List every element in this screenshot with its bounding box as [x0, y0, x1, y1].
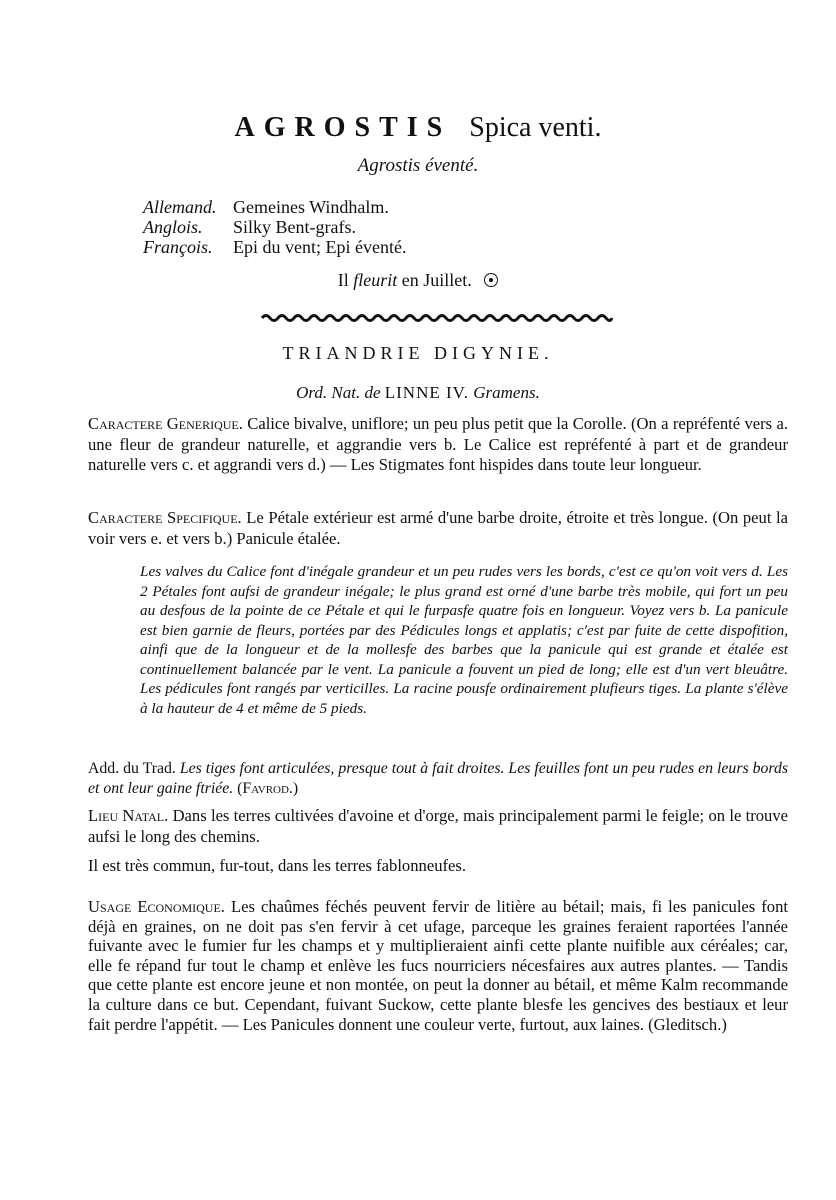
note-label: Add. du Trad. — [88, 760, 176, 777]
language-label: Anglois. — [143, 217, 203, 237]
language-label: Allemand. — [143, 197, 217, 217]
ord-author: LINNE IV. — [384, 383, 469, 402]
ornamental-rule — [260, 312, 614, 324]
caractere-generique — [88, 414, 788, 476]
flowering-verb: fleurit — [353, 270, 398, 290]
section-text: Calice bivalve, uniflore; un peu plus petit que la Corolle. (On a repréfenté vers a. une fleur de grandeur naturelle, et aggrandie vers b. Le Calice est repréfenté à part et de grandeur naturelle vers c. et aggrandi vers d.) — Les Stigmates font hispides dans toute leur longueur. — [88, 414, 788, 474]
linnaean-class: TRIANDRIE DIGYNIE. — [282, 343, 554, 363]
common-name-row — [143, 197, 643, 217]
usage-economique — [88, 897, 788, 1034]
common-name: Gemeines Windhalm. — [233, 197, 389, 217]
common-name-row — [143, 217, 643, 237]
common-name: Epi du vent; Epi éventé. — [233, 237, 407, 257]
page-title — [0, 112, 836, 144]
section-text: Les chaûmes féchés peuvent fervir de litière au bétail; mais, fi les panicules font déjà en graines, on ne doit pas s'en fervir à cet ufage, parceque les graines feraient raportées l'année fuivante avec le fumier fur les champs et y multiplieraient ainfi cette plante nuifible aux céréales; car, elle fe répand fur tout le champ et enlève les fucs nourriciers nécesfaires aux autres plantes. — Tandis que cette plante est encore jeune et non montée, on peut la donner au bétail, et même Kalm recommande la culture dans ce but. Cependant, fuivant Suckow, cette plante blesfe les gencives des bestiaux et leur fait perdre l'appétit. — Les Panicules donnent une couleur verte, furtout, aux laines. (Gleditsch.) — [88, 897, 788, 1034]
french-name: Agrostis éventé. — [357, 155, 479, 176]
note-source: (Favrod.) — [237, 779, 299, 797]
ord-family: Gramens. — [473, 383, 540, 402]
flowering-month: en Juillet. — [401, 270, 472, 290]
flowering-prefix: Il — [337, 270, 349, 290]
section-heading: Caractere Generique. — [88, 414, 243, 433]
natural-order — [0, 383, 836, 403]
common-name-row — [143, 237, 643, 257]
commun-paragraph: Il est très commun, fur-tout, dans les terres fablonneufes. — [88, 856, 466, 875]
lieu-natal — [88, 806, 788, 847]
note-text: Les tiges font articulées, presque tout à fait droites. Les feuilles font un peu rudes en leurs bords et ont leur gaine ftriée. — [88, 760, 789, 797]
section-heading: Usage Economique. — [88, 897, 225, 916]
translator-note — [88, 759, 788, 798]
section-heading: Caractere Specifique. — [88, 508, 242, 527]
section-heading: Lieu Natal. — [88, 806, 169, 825]
section-text: Le Pétale extérieur est armé d'une barbe droite, étroite et très longue. (On peut la voir vers e. et vers b.) Panicule étalée. — [88, 508, 788, 548]
ord-label: Ord. Nat. de — [296, 383, 381, 402]
sun-symbol-icon — [484, 273, 498, 287]
flowering-line — [0, 270, 836, 291]
common-names-list — [143, 197, 643, 257]
section-text: Dans les terres cultivées d'avoine et d'orge, mais principalement parmi le feigle; on le trouve aufsi le long des chemins. — [88, 806, 788, 846]
caractere-specifique — [88, 508, 788, 549]
language-label: François. — [143, 237, 213, 257]
description-paragraph: Les valves du Calice font d'inégale grandeur et un peu rudes vers les bords, c'est ce qu'on voit vers d. Les 2 Pétales font aufsi de grandeur inégale; le plus grand est orné d'une barbe très mobile, qui fort un peu au desfous de la pointe de ce Pétale et qui le furpasfe quatre fois en longueur. Voyez vers b. La panicule est bien garnie de fleurs, portées par des Pédicules longs et applatis; c'est par fuite de cette dispofition, ainfi que de la longueur et de la mollesfe des barbes que la panicule qui est grande et étalée est continuellement balancée par le vent. La panicule a fouvent un pied de long; elle est d'un vert bleuâtre. Les pédicules font rangés par verticilles. La racine pousfe ordinairement plufieurs tiges. La plante s'élève à la hauteur de 4 et même de 5 pieds. — [140, 563, 788, 717]
species-name: Spica venti. — [469, 112, 602, 143]
common-name: Silky Bent-grafs. — [233, 217, 356, 237]
genus-name: AGROSTIS — [234, 112, 452, 143]
